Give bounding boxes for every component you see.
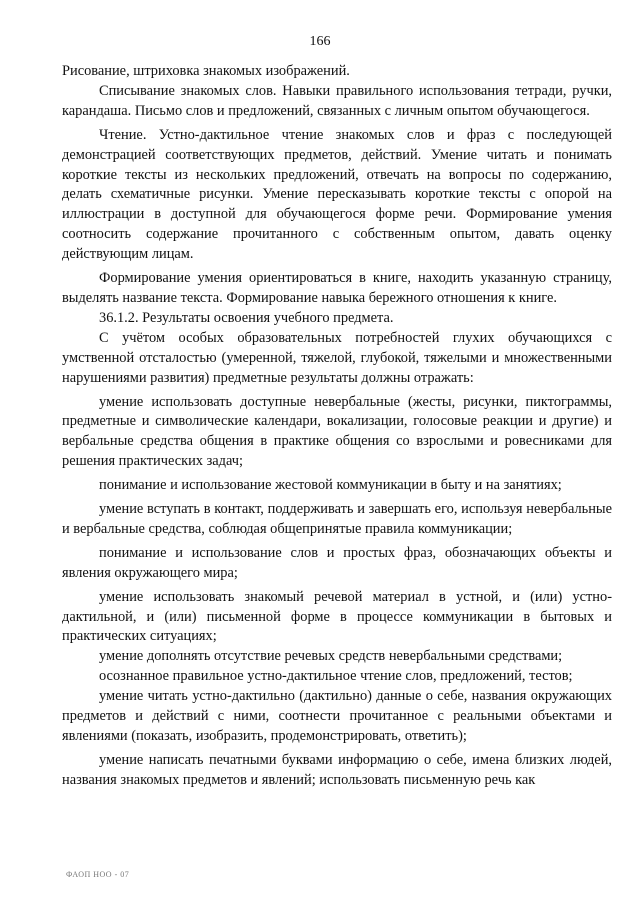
paragraph: 36.1.2. Результаты освоения учебного предмета. (99, 309, 394, 326)
paragraph: понимание и использование слов и простых фраз, обозначающих объекты и явления окружающего мира; (62, 544, 612, 581)
paragraph: умение использовать доступные невербальные (жесты, рисунки, пиктограммы, предметные и символические календари, вокализации, голосовые реакции и другие) и вербальные средства общения в практике общения со взрослыми и ровесниками для решения практических задач; (62, 393, 612, 470)
paragraph: Списывание знакомых слов. Навыки правильного использования тетради, ручки, карандаша. Письмо слов и предложений, связанных с личным опытом обучающегося. (62, 82, 612, 119)
paragraph: умение вступать в контакт, поддерживать и завершать его, используя невербальные и вербальные средства, соблюдая общепринятые правила коммуникации; (62, 501, 612, 537)
paragraph: умение использовать знакомый речевой материал в устной, и (или) устно-дактильной, и (или) письменной форме в процессе коммуникации в бытовых и практических ситуациях; (62, 588, 612, 645)
paragraph: Формирование умения ориентироваться в книге, находить указанную страницу, выделять название текста. Формирование навыка бережного отношения к книге. (62, 270, 612, 306)
text-body (62, 62, 612, 791)
page-number: 166 (309, 34, 331, 49)
paragraph: понимание и использование жестовой коммуникации в быту и на занятиях; (99, 477, 562, 494)
paragraph: С учётом особых образовательных потребностей глухих обучающихся с умственной отсталостью (умеренной, тяжелой, глубокой, тяжелыми и множественными нарушениями развития) предметные результаты должны отражать: (62, 329, 612, 386)
footer-code: ФАОП НОО - 07 (66, 870, 130, 879)
paragraph: осознанное правильное устно-дактильное чтение слов, предложений, тестов; (99, 668, 573, 685)
paragraph: умение написать печатными буквами информацию о себе, имена близких людей, названия знакомых предметов и явлений; использовать письменную речь как (62, 751, 612, 788)
paragraph: умение дополнять отсутствие речевых средств невербальными средствами; (99, 648, 563, 665)
paragraph: Чтение. Устно-дактильное чтение знакомых слов и фраз с последующей демонстрацией соответствующих предметов, действий. Умение читать и понимать короткие тексты из нескольких предложений, отвечать на вопросы по содержанию, делать схематичные рисунки. Умение пересказывать короткие тексты с опорой на иллюстрации в доступной для обучающегося форме речи. Формирование умения соотносить содержание прочитанного с собственным опытом, давать оценку действующим лицам. (62, 126, 612, 263)
paragraph: Рисование, штриховка знакомых изображений. (62, 63, 350, 79)
paragraph: умение читать устно-дактильно (дактильно) данные о себе, названия окружающих предметов и действий с ними, соотнести прочитанное с реальными объектами и явлениями (показать, изобразить, продемонстрировать, ответить); (62, 688, 612, 744)
